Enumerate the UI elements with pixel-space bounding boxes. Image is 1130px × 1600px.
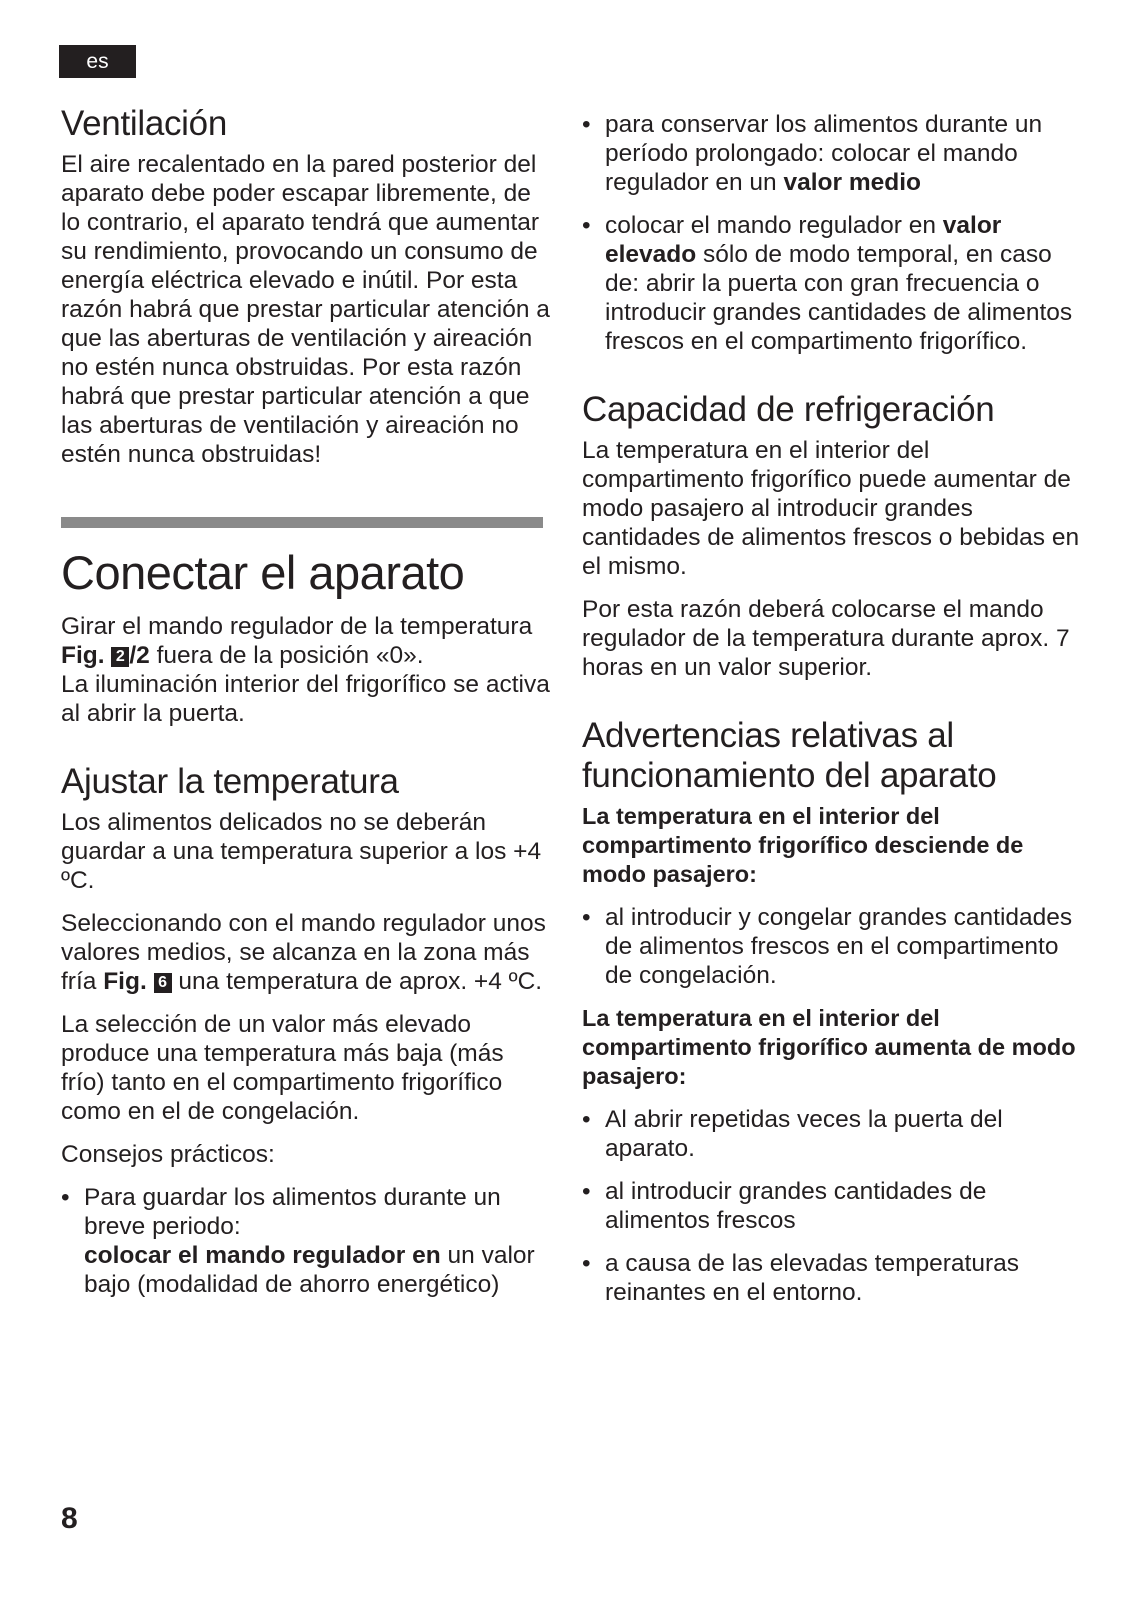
- advertencia-list-2: [582, 1105, 1082, 1307]
- advertencia-heading-1: La temperatura en el interior del compartimento frigorífico desciende de modo pasajero:: [582, 803, 1024, 887]
- capacidad-p2: Por esta razón deberá colocarse el mando regulador de la temperatura durante aprox. 7 horas en un valor superior.: [582, 596, 1070, 681]
- tips-list: [61, 1183, 551, 1299]
- ajustar-p1: Los alimentos delicados no se deberán guardar a una temperatura superior a los +4 ºC.: [61, 809, 542, 894]
- list-item: • a causa de las elevadas temperaturas reinantes en el entorno.: [582, 1249, 1082, 1307]
- ajustar-p2: Seleccionando con el mando regulador unos valores medios, se alcanza en la zona más fría Fig. 6 una temperatura de aprox. +4 ºC.: [61, 910, 546, 995]
- ventilacion-body: El aire recalentado en la pared posterior del aparato debe poder escapar libremente, de lo contrario, el aparato tendrá que aumentar su rendimiento, provocando un consumo de energía eléctrica elevado e inútil. Por esta razón habrá que prestar particular atención a que las aberturas de ventilación y aireación no estén nunca obstruidas. Por esta razón habrá que prestar particular atención a que las aberturas de ventilación y aireación no estén nunca obstruidas!: [61, 151, 550, 468]
- list-item: • Al abrir repetidas veces la puerta del aparato.: [582, 1105, 1082, 1163]
- figure-number-badge: 6: [154, 973, 172, 993]
- page-number: 8: [61, 1502, 78, 1535]
- section-divider: [61, 517, 543, 528]
- section-title-capacidad: Capacidad de refrigeración: [582, 390, 995, 429]
- ajustar-p3: La selección de un valor más elevado produce una temperatura más baja (más frío) tanto en el compartimento frigorífico como en el de congelación.: [61, 1011, 504, 1125]
- right-column: [582, 110, 1082, 1321]
- advertencia-list-1: [582, 903, 1082, 990]
- conectar-instruction: Girar el mando regulador de la temperatura Fig. 2 /2 fuera de la posición «0».: [61, 613, 533, 669]
- language-tag: es: [59, 45, 136, 78]
- conectar-light-note: La iluminación interior del frigorífico se activa al abrir la puerta.: [61, 671, 550, 727]
- fig-label: Fig.: [61, 642, 105, 669]
- capacidad-p1: La temperatura en el interior del compartimento frigorífico puede aumentar de modo pasajero al introducir grandes cantidades de alimentos frescos o bebidas en el mismo.: [582, 437, 1080, 580]
- list-item: • al introducir grandes cantidades de alimentos frescos: [582, 1177, 1082, 1235]
- list-item: • al introducir y congelar grandes cantidades de alimentos frescos en el compartimento de congelación.: [582, 903, 1082, 990]
- left-column: [61, 104, 551, 1313]
- fig-label: Fig.: [103, 968, 147, 995]
- tips-list-continued: [582, 110, 1082, 356]
- list-item: • Para guardar los alimentos durante un breve periodo: colocar el mando regulador en un valor bajo (modalidad de ahorro energético): [61, 1183, 551, 1299]
- section-title-ajustar: Ajustar la temperatura: [61, 762, 399, 801]
- list-item: • para conservar los alimentos durante un período prolongado: colocar el mando regulador en un valor medio: [582, 110, 1082, 197]
- advertencia-heading-2: La temperatura en el interior del compartimento frigorífico aumenta de modo pasajero:: [582, 1005, 1076, 1089]
- list-item: • colocar el mando regulador en valor elevado sólo de modo temporal, en caso de: abrir la puerta con gran frecuencia o introducir grandes cantidades de alimentos frescos en el compartimento frigorífico.: [582, 211, 1082, 356]
- figure-number-badge: 2: [111, 647, 129, 667]
- ajustar-p4: Consejos prácticos:: [61, 1141, 275, 1168]
- section-title-ventilacion: Ventilación: [61, 104, 227, 143]
- section-title-advertencias: Advertencias relativas al funcionamiento del aparato: [582, 716, 997, 795]
- section-title-conectar: Conectar el aparato: [61, 546, 465, 599]
